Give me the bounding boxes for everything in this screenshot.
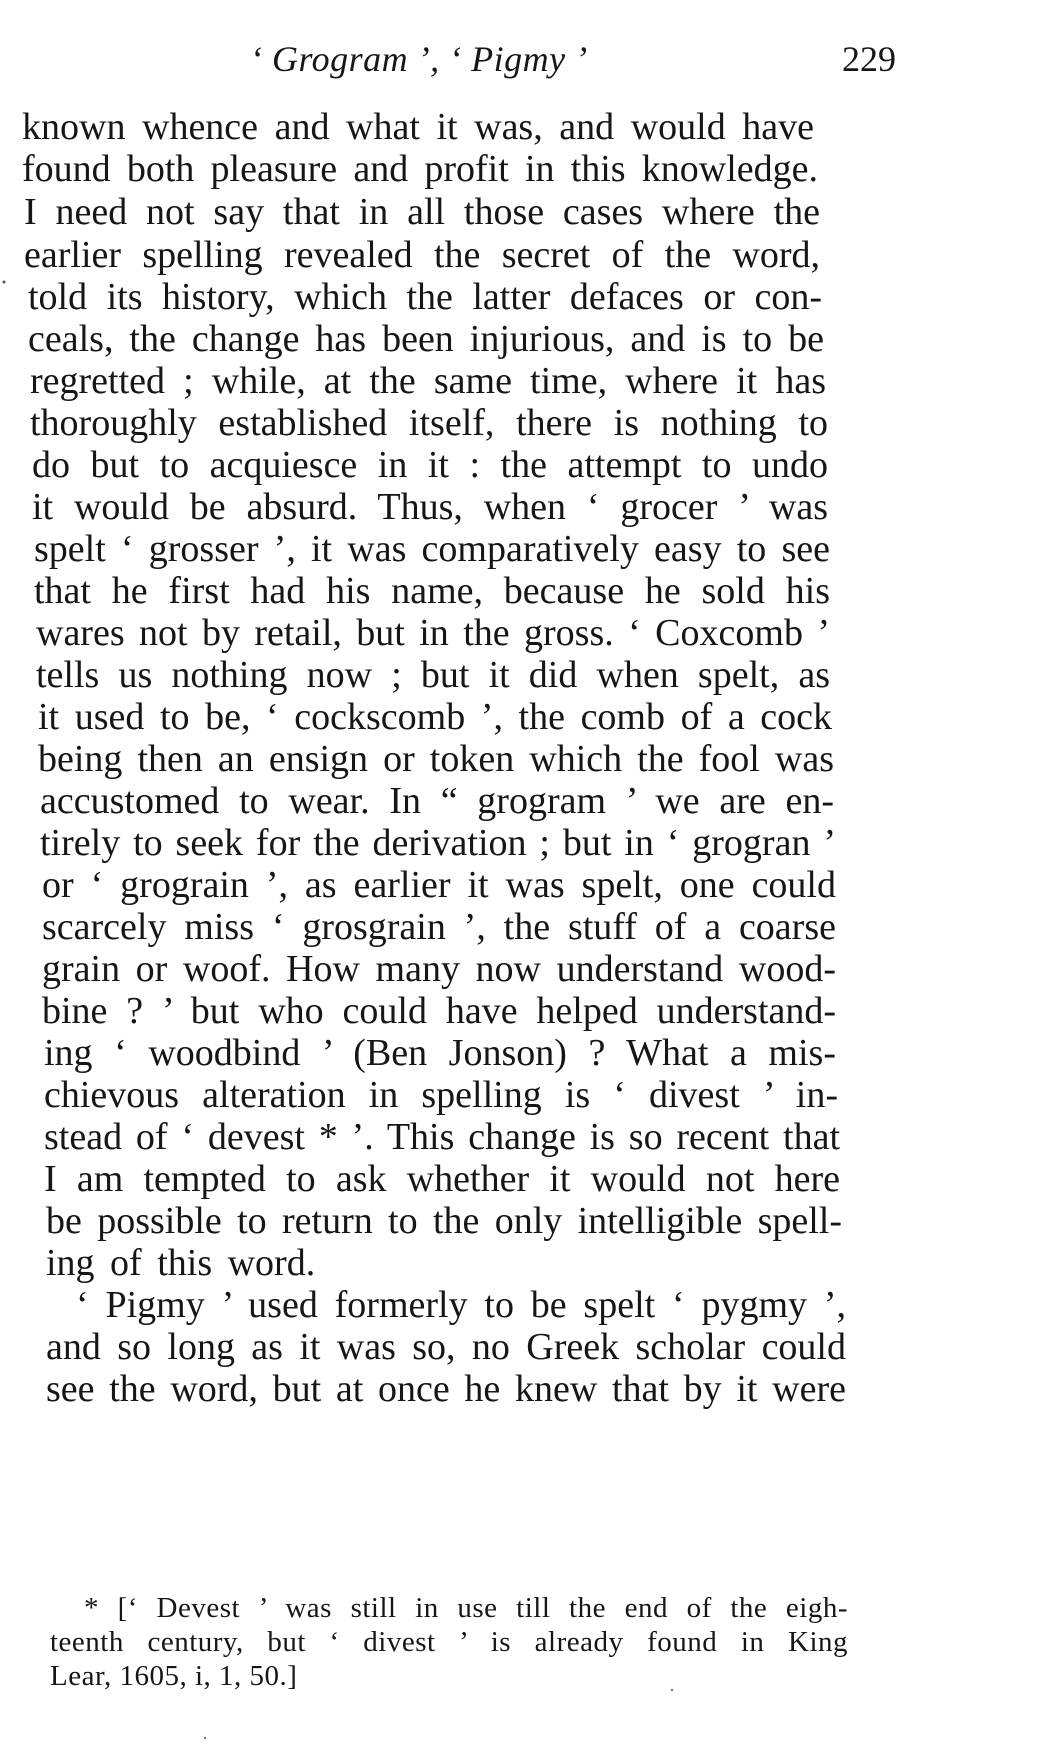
running-title: ‘ Grogram ’, ‘ Pigmy ’ <box>250 39 588 79</box>
body-line: ceals, the change has been injurious, and is to be <box>28 318 824 360</box>
body-line: and so long as it was so, no Greek scholar could <box>46 1326 846 1368</box>
scan-speck <box>204 1737 206 1739</box>
body-line: spelt ‘ grosser ’, it was comparatively easy to see <box>34 528 830 570</box>
body-line: I need not say that in all those cases where the <box>24 191 820 233</box>
body-line: tirely to seek for the derivation ; but in ‘ grogran ’ <box>40 822 836 864</box>
body-line: ing of this word. <box>46 1242 316 1284</box>
body-line: tells us nothing now ; but it did when spelt, as <box>36 654 830 696</box>
body-line: it used to be, ‘ cockscomb ’, the comb of a cock <box>38 696 832 738</box>
scan-speck <box>3 281 6 284</box>
body-line: being then an ensign or token which the fool was <box>38 738 834 780</box>
body-line: grain or woof. How many now understand wood- <box>42 948 836 990</box>
body-line: do but to acquiesce in it : the attempt to undo <box>32 444 828 486</box>
body-line: told its history, which the latter defaces or con- <box>28 276 822 318</box>
footnote-line: * [‘ Devest ’ was still in use till the end of the eigh- <box>84 1592 848 1624</box>
body-line: chievous alteration in spelling is ‘ divest ’ in- <box>44 1074 838 1116</box>
body-line: I am tempted to ask whether it would not here <box>44 1158 840 1200</box>
body-line: thoroughly established itself, there is nothing to <box>30 402 828 444</box>
body-line: stead of ‘ devest * ’. This change is so recent that <box>44 1116 840 1158</box>
body-line: scarcely miss ‘ grosgrain ’, the stuff of a coarse <box>42 906 836 948</box>
body-line: known whence and what it was, and would have <box>22 106 814 148</box>
page-number: 229 <box>842 39 896 79</box>
body-line: earlier spelling revealed the secret of the word, <box>24 234 820 276</box>
scan-speck <box>671 1689 673 1691</box>
footnote-line: Lear, 1605, i, 1, 50.] <box>50 1660 298 1692</box>
body-line: or ‘ grograin ’, as earlier it was spelt, one could <box>42 864 836 906</box>
body-line: ing ‘ woodbind ’ (Ben Jonson) ? What a mis- <box>44 1032 836 1074</box>
body-line: it would be absurd. Thus, when ‘ grocer ’ was <box>32 486 828 528</box>
footnote-line: teenth century, but ‘ divest ’ is already found in King <box>50 1626 848 1658</box>
body-line: that he first had his name, because he sold his <box>34 570 830 612</box>
body-line: be possible to return to the only intelligible spell- <box>46 1200 842 1242</box>
body-line: wares not by retail, but in the gross. ‘ Coxcomb ’ <box>36 612 830 654</box>
body-line: ‘ Pigmy ’ used formerly to be spelt ‘ pygmy ’, <box>76 1284 846 1326</box>
body-line: regretted ; while, at the same time, where it has <box>30 360 826 402</box>
body-line: see the word, but at once he knew that by it were <box>46 1368 846 1410</box>
body-line: bine ? ’ but who could have helped understand- <box>42 990 836 1032</box>
body-line: accustomed to wear. In “ grogram ’ we are en- <box>40 780 834 822</box>
body-line: found both pleasure and profit in this knowledge. <box>22 148 818 190</box>
